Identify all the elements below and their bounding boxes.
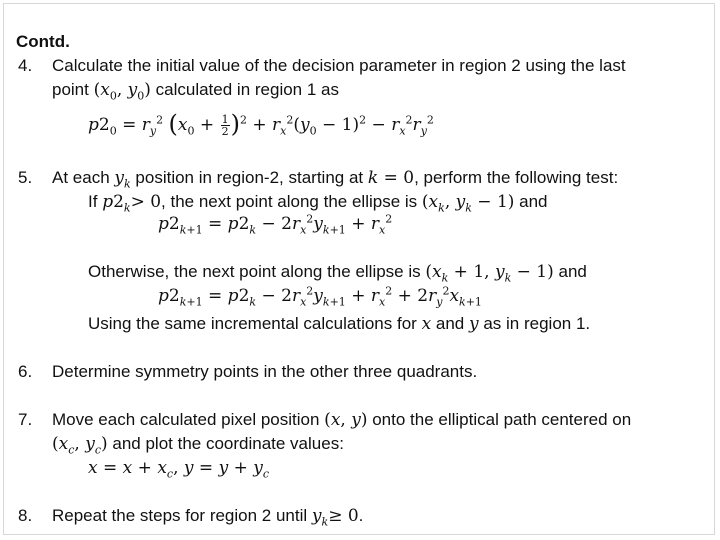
step-5-otherwise-line: Otherwise, the next point along the ellipse is ($x_k + 1$, $y_k - 1$) and bbox=[88, 262, 587, 285]
step-5-number: 5. bbox=[18, 168, 33, 187]
step-5-if-line: If $p2_k> 0$, the next point along the ellipse is ($x_k$, $y_k - 1$) and bbox=[88, 192, 548, 215]
step-4-line-2: point ($x_0$, $y_0$) calculated in region 1 as bbox=[52, 80, 339, 103]
step-5-using-line: Using the same incremental calculations for x and y as in region 1. bbox=[88, 314, 591, 334]
formula-p20: $p2_0 = r_y^2$ ($x_0$ + $\frac{1}{2}$ )$^2 + r_x^2(y_0 - 1)^2 - r_x^2r_y^2$ bbox=[88, 110, 434, 138]
step-6-text: Determine symmetry points in the other three quadrants. bbox=[52, 362, 478, 381]
step-5-line-1: At each $y_k$ position in region-2, starting at k = 0, perform the following test: bbox=[52, 168, 619, 191]
step-7-line-2: ($x_c$, $y_c$) and plot the coordinate values: bbox=[52, 434, 344, 457]
step-8-text: Repeat the steps for region 2 until $y_k\ge 0$. bbox=[52, 506, 364, 529]
formula-translate: $x = x + x_c$, $y = y + y_c$ bbox=[88, 458, 270, 481]
step-6-number: 6. bbox=[18, 362, 33, 381]
formula-pk1-case1: $p2_{k+1} = p2_k - 2r_x^2y_{k+1} + r_x^2$ bbox=[158, 212, 393, 237]
heading: Contd. bbox=[16, 32, 70, 51]
formula-pk1-case2: $p2_{k+1} = p2_k - 2r_x^2y_{k+1} + r_x^2 + 2r_y^2x_{k+1}$ bbox=[158, 284, 482, 309]
step-4-number: 4. bbox=[18, 56, 33, 75]
step-4-line-1: Calculate the initial value of the decision parameter in region 2 using the last bbox=[52, 56, 626, 75]
step-7-line-1: Move each calculated pixel position (x, y) onto the elliptical path centered on bbox=[52, 410, 632, 430]
step-7-number: 7. bbox=[18, 410, 33, 429]
step-8-number: 8. bbox=[18, 506, 33, 525]
